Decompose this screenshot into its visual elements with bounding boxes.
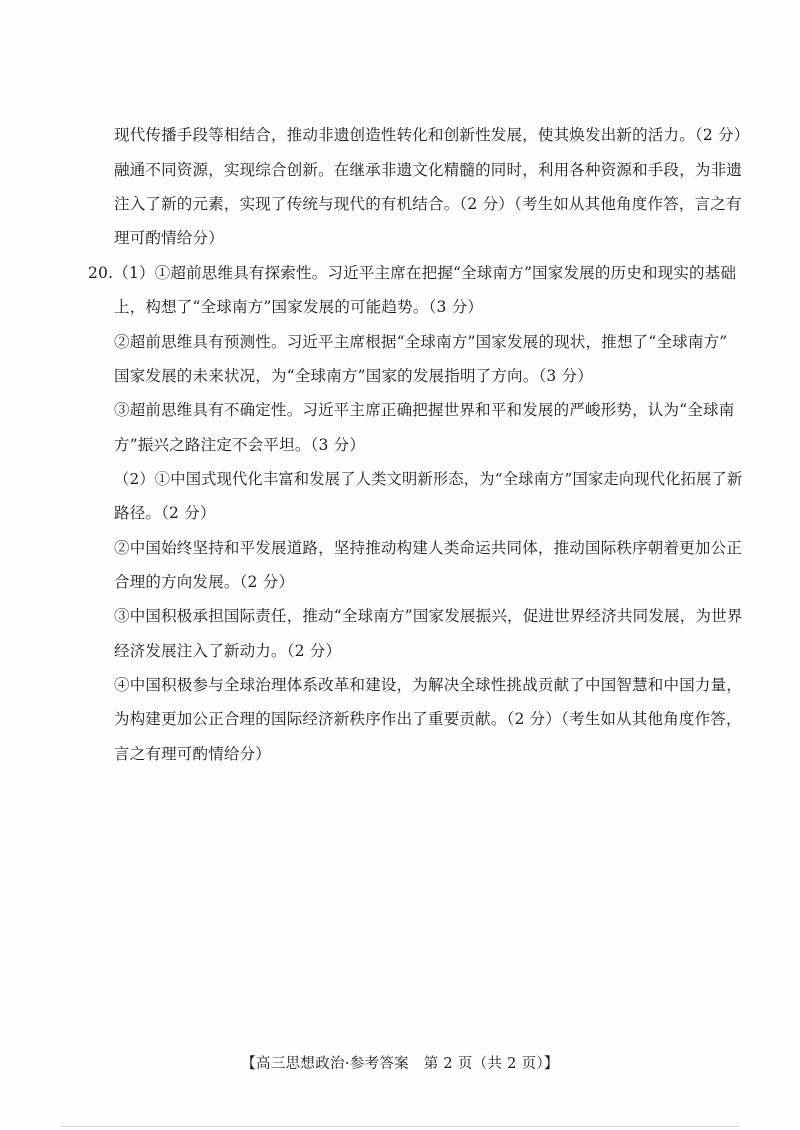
page-bottom-divider	[60, 1126, 740, 1127]
text-line: 路径。（2 分）	[114, 504, 216, 522]
text-line: 为构建更加公正合理的国际经济新秩序作出了重要贡献。（2 分）（考生如从其他角度作答，	[114, 710, 742, 728]
text-line: 上，构想了“全球南方”国家发展的可能趋势。（3 分）	[114, 298, 484, 316]
text-line: ③中国积极承担国际责任，推动“全球南方”国家发展振兴，促进世界经济共同发展，为世界	[114, 607, 743, 625]
text-line: 合理的方向发展。（2 分）	[114, 573, 295, 591]
text-line: 注入了新的元素，实现了传统与现代的有机结合。（2 分）（考生如从其他角度作答，言之有	[114, 195, 742, 213]
text-line: ②中国始终坚持和平发展道路，坚持推动构建人类命运共同体，推动国际秩序朝着更加公正	[114, 539, 743, 557]
text-line: ②超前思维具有预测性。习近平主席根据“全球南方”国家发展的现状，推想了“全球南方”	[114, 333, 728, 351]
text-line: ③超前思维具有不确定性。习近平主席正确把握世界和平和发展的严峻形势，认为“全球南	[114, 401, 735, 419]
text-line: 融通不同资源，实现综合创新。在继承非遗文化精髓的同时，利用各种资源和手段，为非遗	[114, 161, 743, 179]
text-line: 国家发展的未来状况，为“全球南方”国家的发展指明了方向。（3 分）	[114, 367, 593, 385]
page-footer: 【高三思想政治·参考答案 第 2 页（共 2 页）】	[241, 1056, 559, 1072]
text-line: ④中国积极参与全球治理体系改革和建设，为解决全球性挑战贡献了中国智慧和中国力量，	[114, 676, 743, 694]
text-line: 方”振兴之路注定不会平坦。（3 分）	[114, 436, 366, 454]
sub-question-2-heading: （2）①中国式现代化丰富和发展了人类文明新形态，为“全球南方”国家走向现代化拓展了新	[114, 470, 743, 488]
question-20-heading: 20.（1）①超前思维具有探索性。习近平主席在把握“全球南方”国家发展的历史和现实的基础	[88, 264, 737, 282]
text-line: 经济发展注入了新动力。（2 分）	[114, 642, 342, 660]
text-line: 现代传播手段等相结合，推动非遗创造性转化和创新性发展，使其焕发出新的活力。（2 分）	[114, 126, 750, 144]
text-line: 理可酌情给分）	[114, 229, 224, 247]
text-line: 言之有理可酌情给分）	[114, 745, 272, 763]
